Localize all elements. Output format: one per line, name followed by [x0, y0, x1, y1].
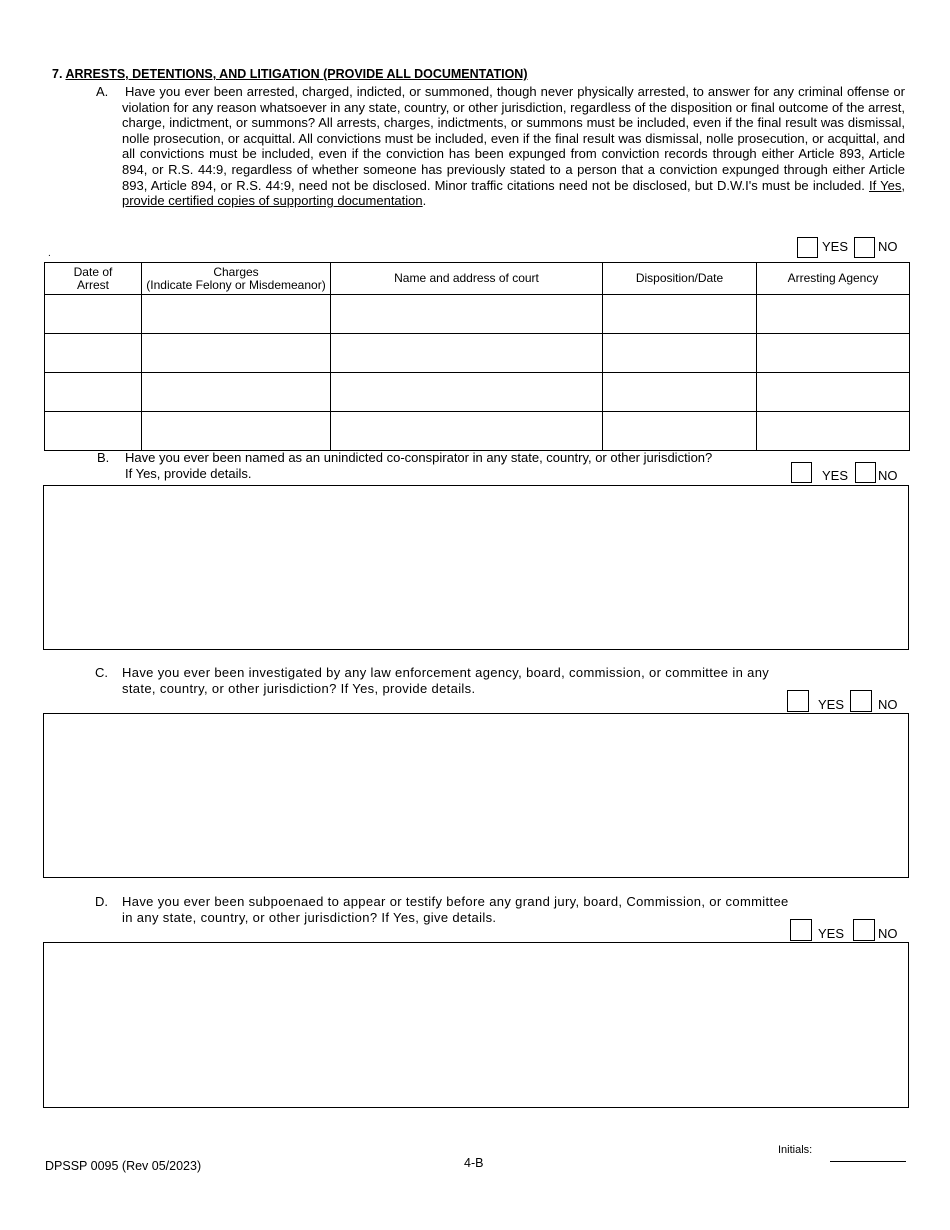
table-row [45, 412, 910, 451]
question-a-yes-label: YES [822, 239, 849, 254]
cell-charges[interactable] [142, 373, 331, 412]
question-d-letter: D. [95, 894, 108, 909]
cell-date[interactable] [45, 295, 142, 334]
header-date-of-arrest: Date of Arrest [45, 263, 142, 295]
cell-disposition[interactable] [603, 373, 757, 412]
table-row [45, 295, 910, 334]
question-d-line2: in any state, country, or other jurisdiction? If Yes, give details. [122, 910, 497, 925]
question-c-no-label: NO [878, 697, 898, 712]
initials-line[interactable] [830, 1161, 906, 1162]
question-a-no-label: NO [878, 239, 898, 254]
question-b-letter: B. [97, 450, 110, 465]
arrests-table [44, 262, 910, 451]
initials-label: Initials: [778, 1144, 813, 1156]
cell-agency[interactable] [757, 295, 910, 334]
page-number: 4-B [464, 1156, 484, 1170]
question-d-no-label: NO [878, 926, 898, 941]
cell-agency[interactable] [757, 334, 910, 373]
question-a-body: Have you ever been arrested, charged, indicted, or summoned, though never physically arrested, to answer for any criminal offense or violation for any reason whatsoever in any state, country, or other jurisdiction, regardless of the disposition or final outcome of the arrest, charge, indictment, or summons? All arrests, charges, indictments, or summons must be included, even if the final result was dismissal, nolle prosecution, or acquittal. All convictions must be included, even if the final result was dismissal, nolle prosecution, or acquittal, and all convictions must be included, even if the conviction has been expunged from conviction records through either Article 893, Article 894, or R.S. 44:9, regardless of whether someone has previously stated to a person that a conviction expunged through either Article 893, Article 894, or R.S. 44:9, need not be disclosed. Minor traffic citations need not be disclosed, but D.W.I's must be included. [122, 84, 905, 193]
question-c-details-box[interactable] [43, 713, 909, 878]
question-a-text [122, 84, 905, 209]
question-a-letter: A. [96, 84, 109, 99]
cell-charges[interactable] [142, 334, 331, 373]
question-b-yes-checkbox[interactable] [791, 462, 812, 483]
question-d-details-box[interactable] [43, 942, 909, 1108]
question-b-no-label: NO [878, 468, 898, 483]
question-c-line2: state, country, or other jurisdiction? If Yes, provide details. [122, 681, 476, 696]
header-charges: Charges (Indicate Felony or Misdemeanor) [142, 263, 331, 295]
question-d-no-checkbox[interactable] [853, 919, 875, 941]
table-row [45, 373, 910, 412]
question-c-line1: Have you ever been investigated by any law enforcement agency, board, commission, or committee in any [122, 665, 770, 680]
header-court: Name and address of court [331, 263, 603, 295]
section-title [52, 67, 527, 81]
section-heading: ARRESTS, DETENTIONS, AND LITIGATION (PROVIDE ALL DOCUMENTATION) [65, 67, 528, 81]
cell-agency[interactable] [757, 412, 910, 451]
cell-date[interactable] [45, 412, 142, 451]
cell-charges[interactable] [142, 295, 331, 334]
question-b-line1: Have you ever been named as an unindicted co-conspirator in any state, country, or other jurisdiction? [125, 450, 713, 465]
question-c-yes-label: YES [818, 697, 845, 712]
question-b-line2: If Yes, provide details. [125, 466, 252, 481]
form-id: DPSSP 0095 (Rev 05/2023) [45, 1159, 202, 1173]
cell-court[interactable] [331, 334, 603, 373]
question-c-no-checkbox[interactable] [850, 690, 872, 712]
header-agency: Arresting Agency [757, 263, 910, 295]
cell-court[interactable] [331, 373, 603, 412]
cell-agency[interactable] [757, 373, 910, 412]
question-d-yes-label: YES [818, 926, 845, 941]
cell-disposition[interactable] [603, 295, 757, 334]
cell-disposition[interactable] [603, 412, 757, 451]
cell-charges[interactable] [142, 412, 331, 451]
question-b-no-checkbox[interactable] [855, 462, 876, 483]
question-c-letter: C. [95, 665, 108, 680]
table-header-row [45, 263, 910, 295]
stray-mark: . [48, 248, 51, 259]
cell-date[interactable] [45, 334, 142, 373]
question-a-instruction: If Yes, provide certified copies of supporting documentation [122, 177, 905, 209]
question-a-period: . [422, 193, 427, 209]
question-d-line1: Have you ever been subpoenaed to appear or testify before any grand jury, board, Commission, or committee [122, 894, 789, 909]
question-b-yes-label: YES [822, 468, 849, 483]
table-row [45, 334, 910, 373]
question-d-yes-checkbox[interactable] [790, 919, 812, 941]
question-a-no-checkbox[interactable] [854, 237, 875, 258]
cell-disposition[interactable] [603, 334, 757, 373]
question-c-yes-checkbox[interactable] [787, 690, 809, 712]
cell-court[interactable] [331, 295, 603, 334]
question-a-yes-checkbox[interactable] [797, 237, 818, 258]
question-b-details-box[interactable] [43, 485, 909, 650]
cell-court[interactable] [331, 412, 603, 451]
section-number: 7. [52, 67, 63, 81]
header-disposition: Disposition/Date [603, 263, 757, 295]
cell-date[interactable] [45, 373, 142, 412]
